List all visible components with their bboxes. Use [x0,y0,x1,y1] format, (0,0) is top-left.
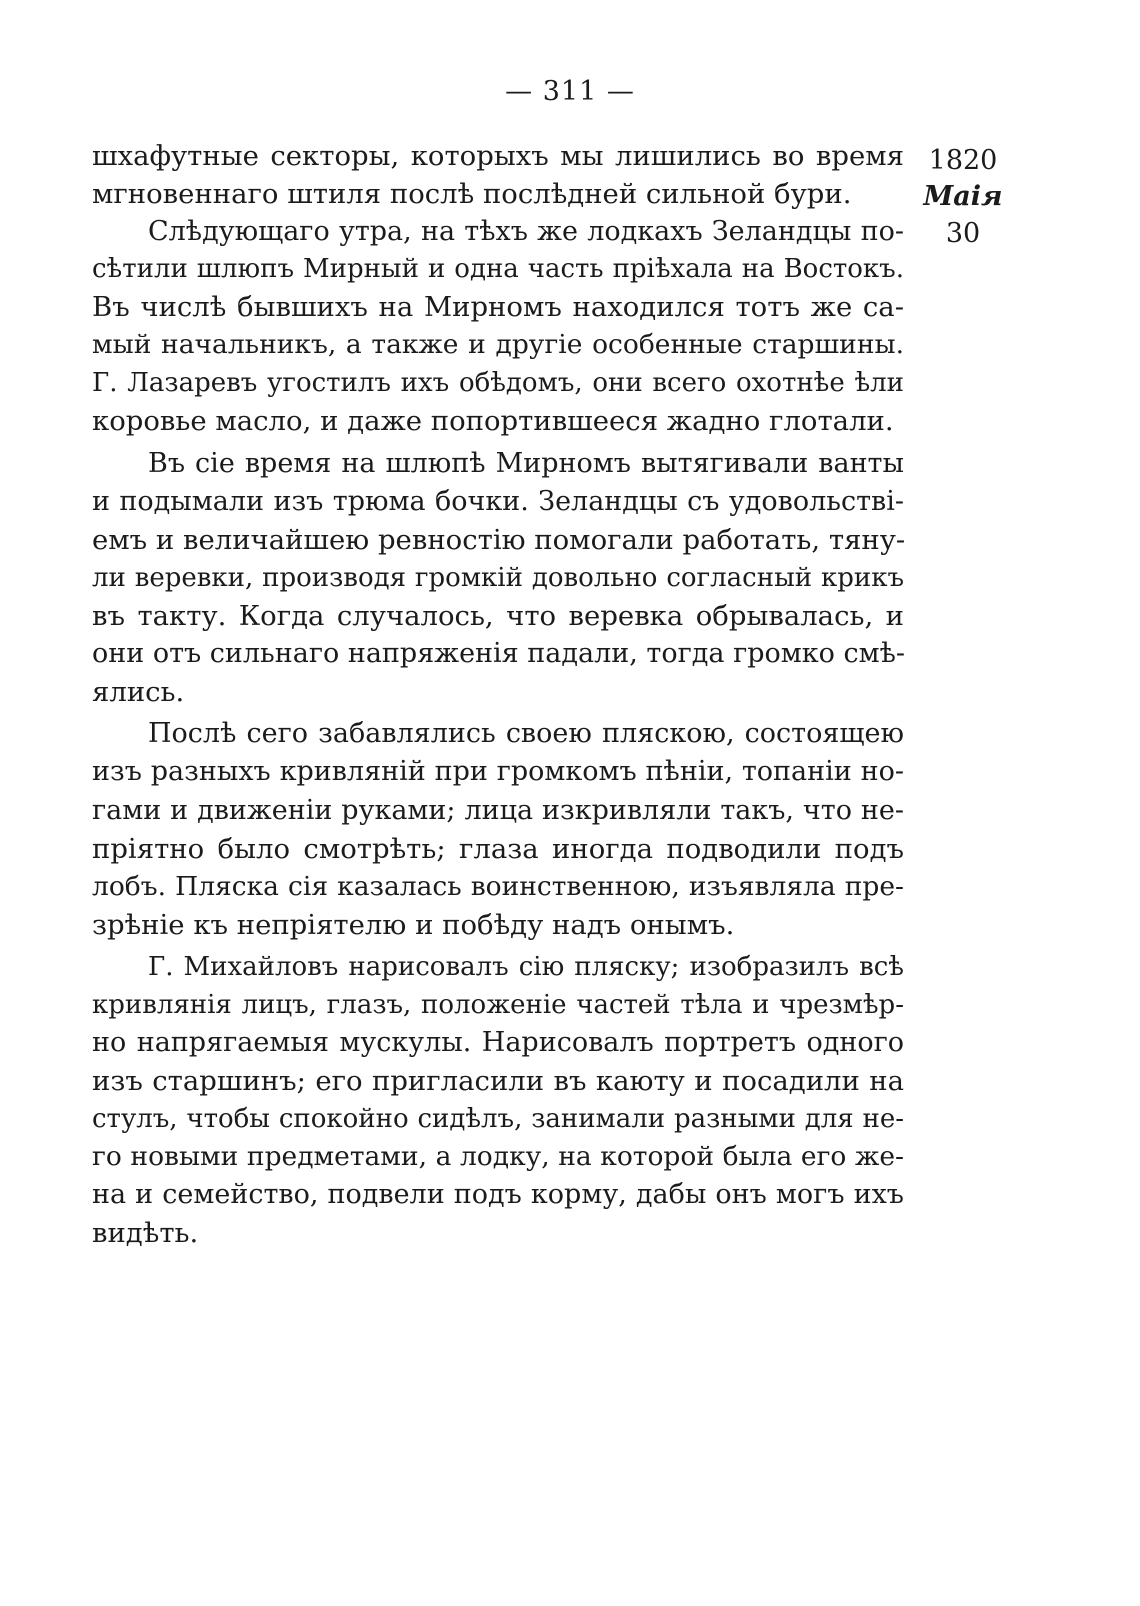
margin-note-month: Маія [923,181,1003,212]
text-line: на и семейство, подвели подъ корму, дабы онъ могъ ихъ [92,1179,904,1210]
page-number: — 311 — [505,76,635,107]
text-line: стулъ, чтобы спокойно сидѣлъ, занимали разными для не- [92,1104,904,1134]
text-line: ли веревки, производя громкій довольно согласный крикъ [92,563,904,593]
text-line: кривлянія лицъ, глазъ, положеніе частей тѣла и чрезмѣр- [92,990,904,1020]
text-line: лобъ. Пляска сія казалась воинственною, изъявляла пре- [92,871,904,902]
text-line: зрѣніе къ непріятелю и побѣду надъ онымъ. [92,909,735,941]
text-line: въ такту. Когда случалось, что веревка обрывалась, и [92,600,904,632]
text-line: они отъ сильнаго напряженія падали, тогда громко смѣ- [92,638,905,669]
text-line: Слѣдующаго утра, на тѣхъ же лодкахъ Зеландцы по- [148,216,904,247]
text-line: пріятно было смотрѣть; глаза иногда подводили подъ [92,833,904,865]
text-line: изъ старшинъ; его пригласили въ каюту и посадили на [92,1065,904,1097]
text-line: Въ сіе время на шлюпѣ Мирномъ вытягивали ванты [148,448,904,479]
text-line: но напрягаемыя мускулы. Нарисовалъ портретъ одного [92,1027,904,1058]
text-line: шхафутные секторы, которыхъ мы лишились во время [92,140,904,172]
text-line: емъ и величайшею ревностію помогали работать, тяну- [92,524,906,556]
text-line: Г. Михайловъ нарисовалъ сію пляску; изобразилъ всѣ [148,952,904,982]
margin-note-day: 30 [945,218,981,249]
text-line: сѣтили шлюпъ Мирный и одна часть пріѣхала на Востокъ. [92,254,904,284]
text-line: ялись. [92,676,185,708]
text-line: Послѣ сего забавлялись своею пляскою, состоящею [148,718,904,749]
text-line: Г. Лазаревъ угостилъ ихъ обѣдомъ, они всего охотнѣе ѣли [92,368,904,398]
text-line: го новыми предметами, а лодку, на которой была его же- [92,1141,904,1172]
text-line: изъ разныхъ кривляній при громкомъ пѣніи, топаніи но- [92,756,904,787]
text-line: Въ числѣ бывшихъ на Мирномъ находился тотъ же са- [92,291,904,323]
margin-note-year: 1820 [928,145,998,176]
text-line: и подымали изъ трюма бочки. Зеландцы съ удовольстві- [92,486,904,517]
text-line: мый начальникъ, а также и другіе особенные старшины. [92,329,904,360]
text-line: мгновеннаго штиля послѣ послѣдней сильной бури. [92,178,852,210]
text-line: коровье масло, и даже попортившееся жадно глотали. [92,405,894,437]
text-line: видѣть. [92,1217,199,1249]
text-line: гами и движеніи руками; лица изкривляли такъ, что не- [92,795,904,826]
